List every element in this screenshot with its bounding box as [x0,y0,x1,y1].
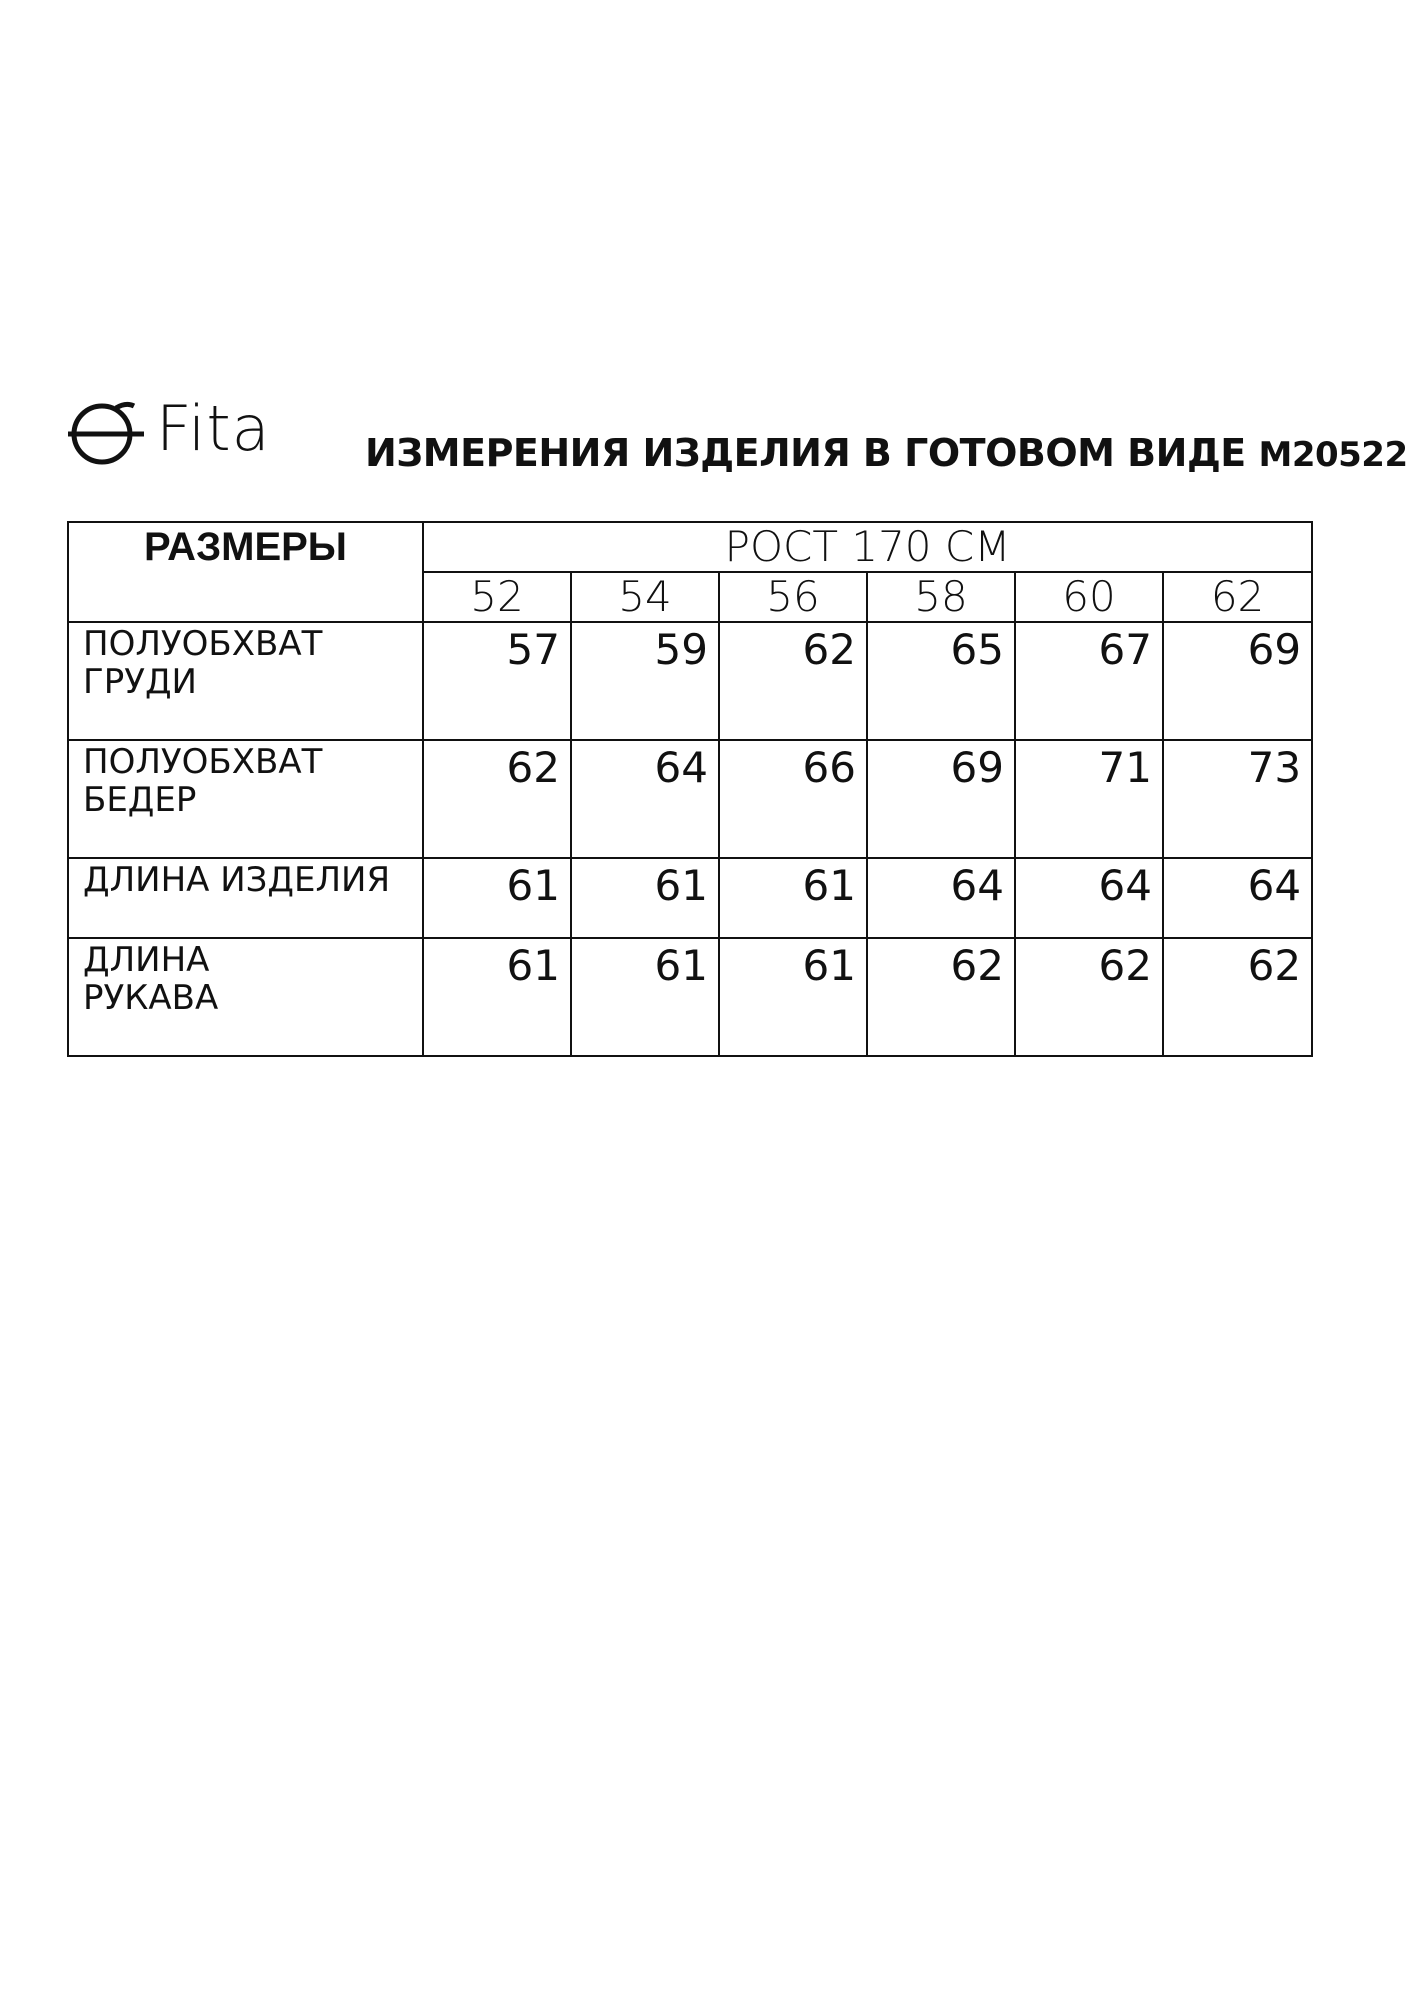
table-cell: 69 [867,740,1015,858]
table-cell: 62 [1015,938,1163,1056]
size-header: 52 [423,572,571,622]
table-cell: 64 [1015,858,1163,938]
page-title [365,428,1408,480]
row-label-line: ПОЛУОБХВАТ [83,742,323,782]
table-cell: 61 [423,938,571,1056]
table-cell: 64 [867,858,1015,938]
row-label-line: БЕДЕР [83,780,197,820]
sizes-header: РАЗМЕРЫ [68,522,423,622]
size-header: 62 [1163,572,1312,622]
table-cell: 73 [1163,740,1312,858]
table-cell: 57 [423,622,571,740]
row-label-line: ДЛИНА ИЗДЕЛИЯ [83,860,391,900]
table-cell: 64 [1163,858,1312,938]
table-cell: 69 [1163,622,1312,740]
table-cell: 65 [867,622,1015,740]
brand-logo [66,392,296,468]
fita-circle-logo-icon [66,398,156,468]
table-row [68,858,1312,938]
row-label [68,858,423,938]
table-cell: 64 [571,740,719,858]
table-row [68,938,1312,1056]
height-header: РОСТ 170 СМ [423,522,1312,572]
row-label-line: ДЛИНА [83,940,210,980]
size-header: 54 [571,572,719,622]
row-label-line: РУКАВА [83,978,219,1018]
header-row-height [68,522,1312,572]
row-label [68,740,423,858]
table-cell: 62 [867,938,1015,1056]
row-label [68,622,423,740]
table-cell: 62 [423,740,571,858]
table-cell: 66 [719,740,867,858]
table-row [68,740,1312,858]
table-cell: 61 [571,858,719,938]
size-header: 60 [1015,572,1163,622]
table-cell: 59 [571,622,719,740]
row-label [68,938,423,1056]
table-cell: 71 [1015,740,1163,858]
row-label-line: ГРУДИ [83,662,197,702]
table-cell: 67 [1015,622,1163,740]
table-cell: 62 [1163,938,1312,1056]
brand-name: Fita [156,392,271,465]
table-cell: 61 [719,858,867,938]
table-cell: 61 [571,938,719,1056]
size-header: 58 [867,572,1015,622]
table-cell: 62 [719,622,867,740]
size-header: 56 [719,572,867,622]
model-code: M20522 [1258,435,1408,475]
table-cell: 61 [423,858,571,938]
table-row [68,622,1312,740]
table-cell: 61 [719,938,867,1056]
row-label-line: ПОЛУОБХВАТ [83,624,323,664]
size-chart-table [67,521,1313,1057]
title-main: ИЗМЕРЕНИЯ ИЗДЕЛИЯ В ГОТОВОМ ВИДЕ [365,431,1246,475]
